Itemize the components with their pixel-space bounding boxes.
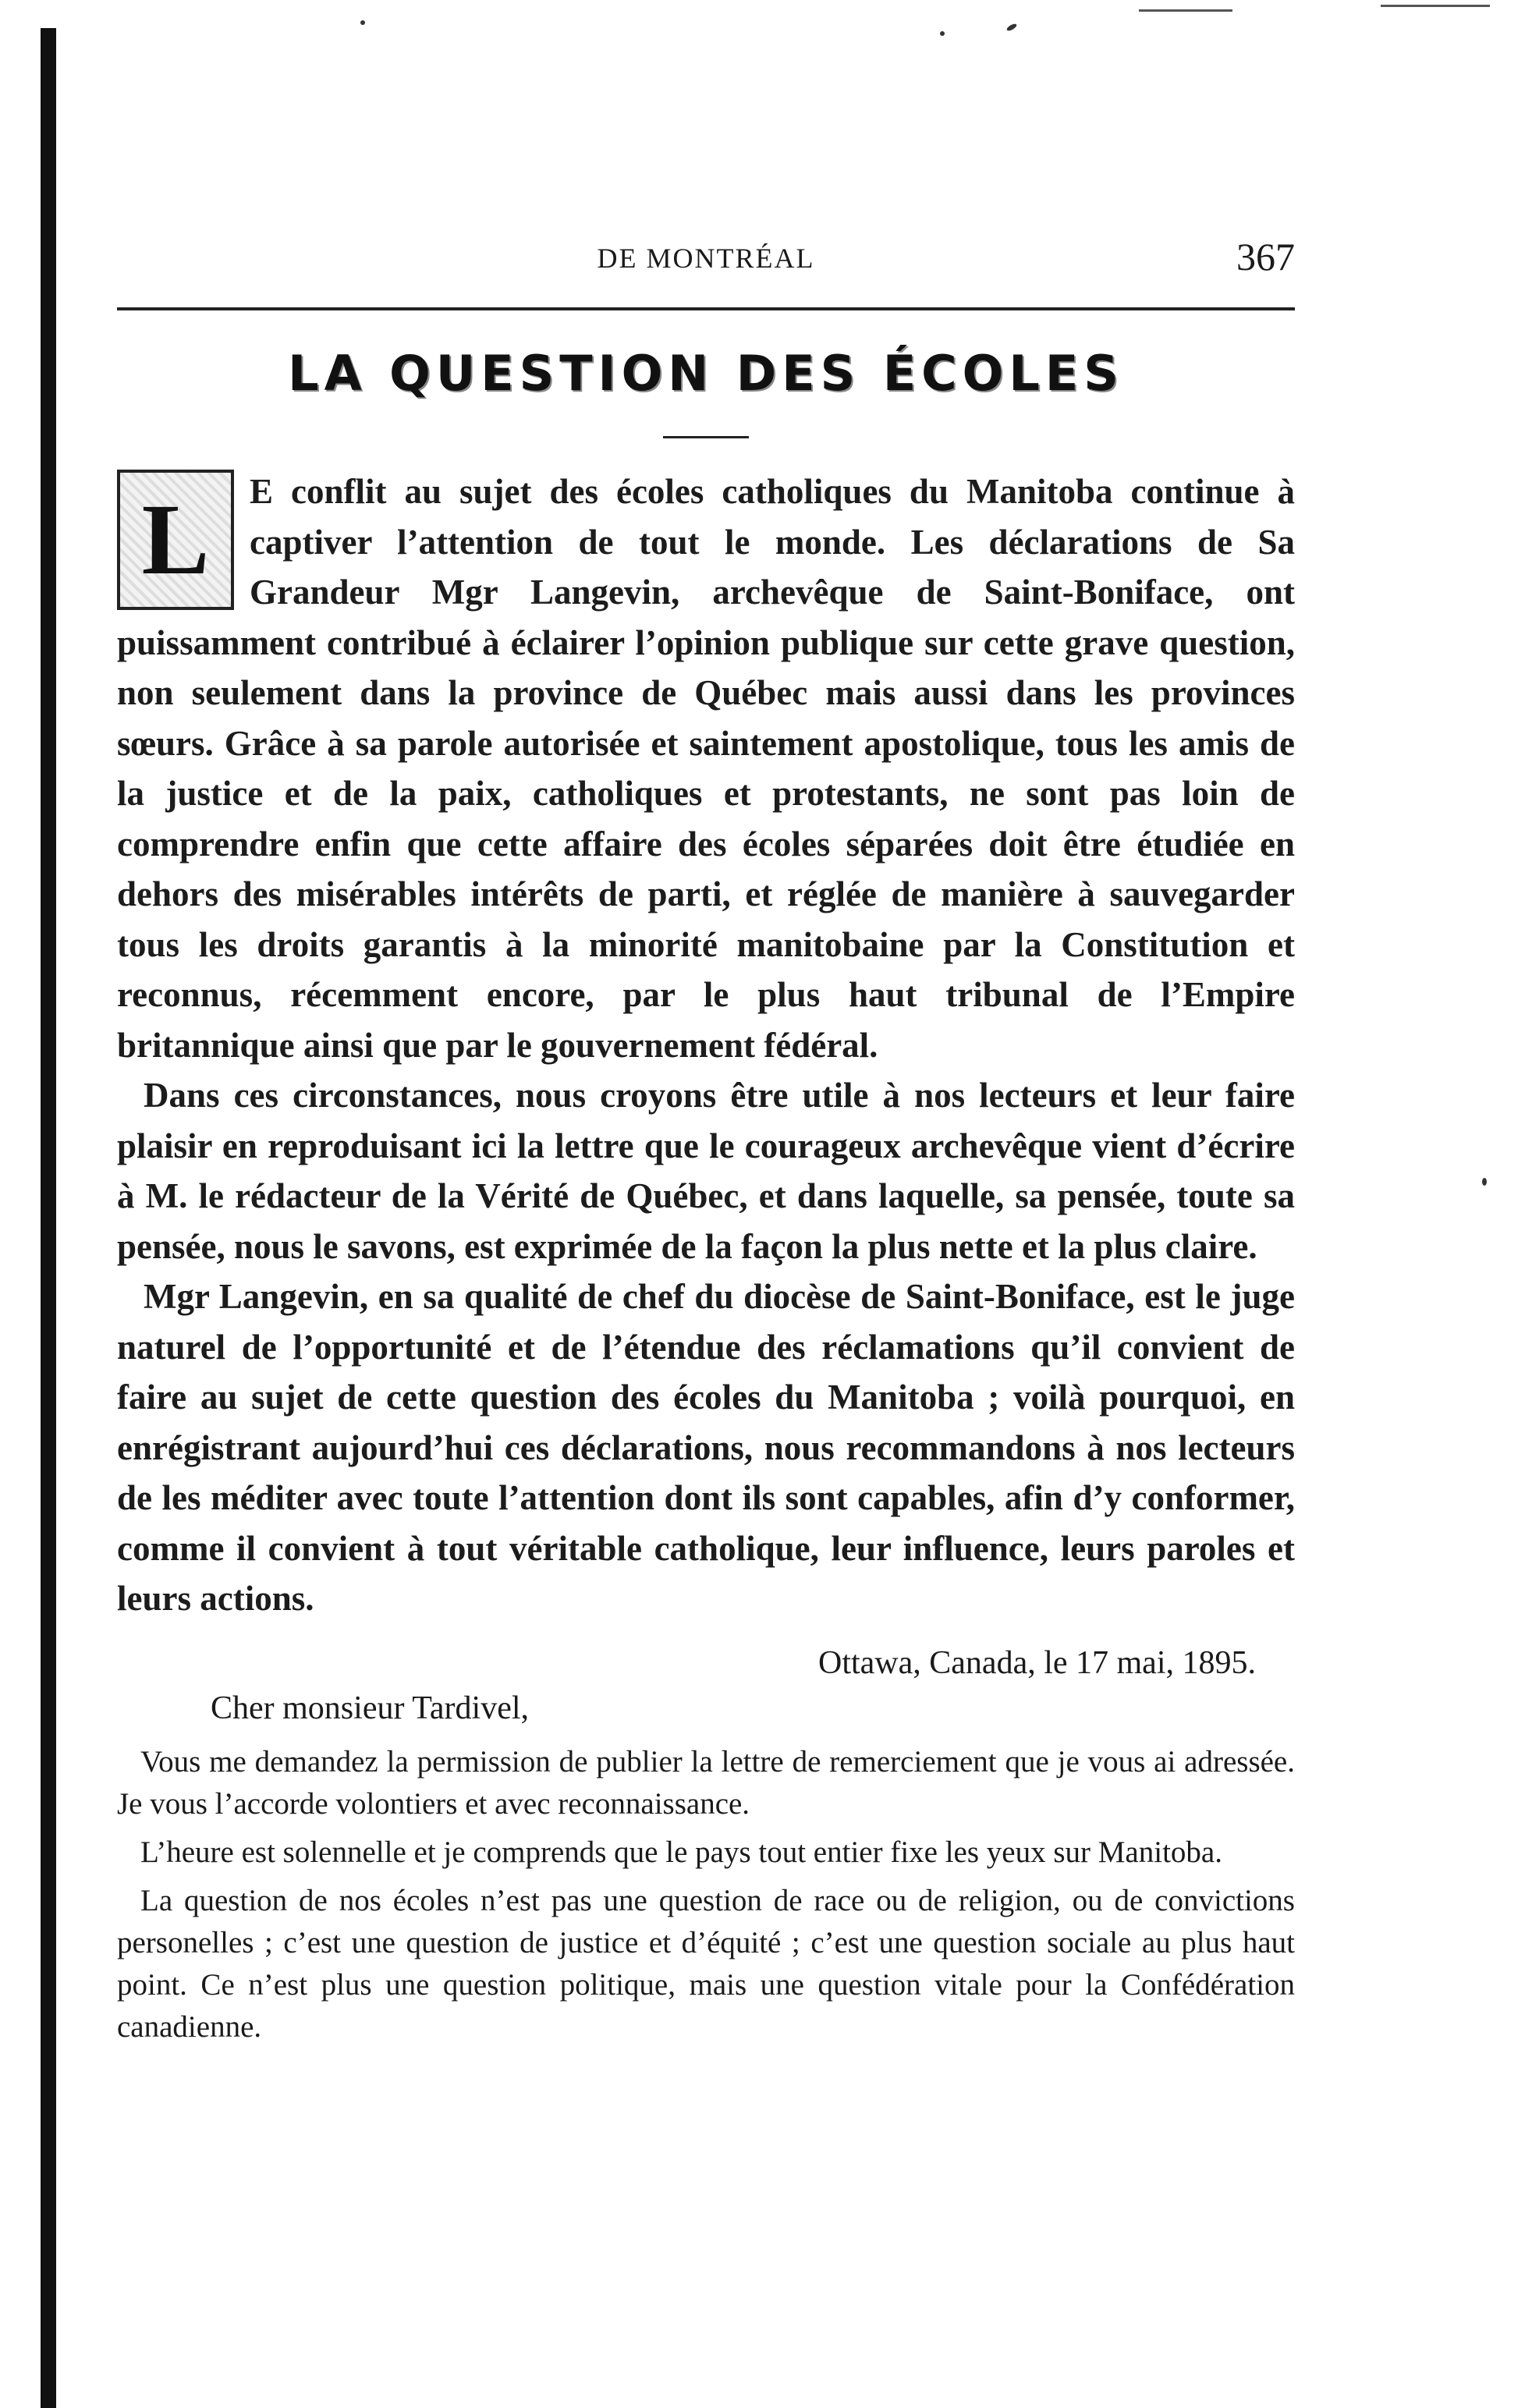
- margin-speck: [1005, 23, 1017, 32]
- title-rule: [663, 436, 749, 438]
- letter-body: [117, 1741, 1295, 2048]
- letter-paragraph: L’heure est solennelle et je comprends que le pays tout entier fixe les yeux sur Manitoba.: [140, 1835, 1222, 1869]
- page-number: 367: [1236, 235, 1295, 278]
- running-head: [117, 234, 1295, 296]
- article-body: [117, 466, 1295, 1624]
- article-paragraph: Dans ces circonstances, nous croyons être utile à nos lecteurs et leur faire plaisir en reproduisant ici la lettre que le courageux archevêque vient d’écrire à M. le rédacteur de la Vérité de Québec, et dans laquelle, sa pensée, toute sa pensée, nous le savons, est exprimée de la façon la plus nette et la plus claire.: [117, 1076, 1295, 1266]
- margin-speck: [940, 31, 945, 36]
- margin-speck: [1482, 1178, 1487, 1186]
- drop-cap: L: [117, 470, 234, 610]
- top-edge-mark: [1381, 5, 1490, 7]
- book-page: [117, 234, 1295, 2055]
- letter-salutation: Cher monsieur Tardivel,: [211, 1690, 530, 1726]
- running-title: DE MONTRÉAL: [597, 243, 815, 274]
- binding-edge: [41, 28, 56, 2408]
- margin-speck: [360, 20, 365, 25]
- letter-paragraph: La question de nos écoles n’est pas une question de race ou de religion, ou de convictions personelles ; c’est une question de justice et d’équité ; c’est une question sociale au plus haut point. Ce n’est plus une question politique, mais une question vitale pour la Confédération canadienne.: [117, 1883, 1295, 2044]
- top-edge-mark: [1139, 9, 1232, 12]
- header-rule: [117, 307, 1295, 310]
- letter-dateline: Ottawa, Canada, le 17 mai, 1895.: [817, 1644, 1256, 1681]
- article-paragraph: E conflit au sujet des écoles catholiques du Manitoba continue à captiver l’attention de tout le monde. Les déclarations de Sa Grandeur Mgr Langevin, archevêque de Saint-Boniface, ont puissamment contribué à éclairer l’opinion publique sur cette grave question, non seulement dans la province de Québec mais aussi dans les provinces sœurs. Grâce à sa parole autorisée et saintement apostolique, tous les amis de la justice et de la paix, catholiques et protestants, ne sont pas loin de comprendre enfin que cette affaire des écoles séparées doit être étudiée en dehors des misérables intérêts de parti, et réglée de manière à sauvegarder tous les droits garantis à la minorité manitobaine par la Constitution et reconnus, récemment encore, par le plus haut tribunal de l’Empire britannique ainsi que par le gouvernement fédéral.: [117, 472, 1295, 1065]
- article-paragraph: Mgr Langevin, en sa qualité de chef du diocèse de Saint-Boniface, est le juge naturel de l’opportunité et de l’étendue des réclamations qu’il convient de faire au sujet de cette question des écoles du Manitoba ; voilà pourquoi, en enrégistrant aujourd’hui ces déclarations, nous recommandons à nos lecteurs de les méditer avec toute l’attention dont ils sont capables, afin d’y conformer, comme il convient à tout véritable catholique, leur influence, leurs paroles et leurs actions.: [117, 1277, 1295, 1618]
- section-title: LA QUESTION DES ÉCOLES: [288, 345, 1124, 402]
- letter-paragraph: Vous me demandez la permission de publier la lettre de remerciement que je vous ai adressée. Je vous l’accorde volontiers et avec reconnaissance.: [117, 1744, 1295, 1821]
